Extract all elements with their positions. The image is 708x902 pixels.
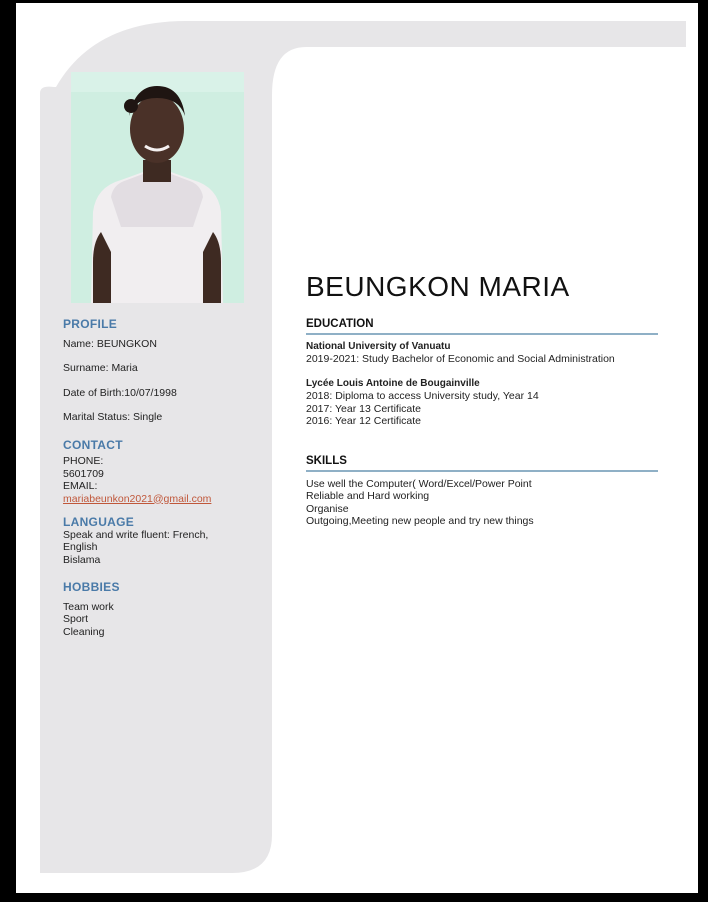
institution-name: Lycée Louis Antoine de Bougainville [306, 377, 480, 389]
phone-label: PHONE: [63, 455, 104, 467]
profile-dob: Date of Birth:10/07/1998 [63, 386, 177, 399]
education-heading: EDUCATION [306, 318, 658, 335]
education-line: 2017: Year 13 Certificate [306, 402, 421, 415]
profile-photo [71, 72, 244, 303]
language-heading: LANGUAGE [63, 515, 135, 529]
resume-page [16, 3, 698, 893]
skills-section [306, 455, 658, 528]
skill-item: Organise [306, 502, 349, 515]
contact-heading: CONTACT [63, 437, 123, 452]
institution-name: National University of Vanuatu [306, 340, 451, 352]
profile-name: Name: BEUNGKON [63, 337, 157, 350]
education-line: 2018: Diploma to access University study, Year 14 [306, 390, 539, 402]
profile-marital: Marital Status: Single [63, 411, 163, 423]
education-section [306, 318, 658, 428]
hobby-item: Cleaning [63, 625, 105, 638]
profile-surname: Surname: Maria [63, 362, 138, 374]
language-line: Speak and write fluent: French, [63, 528, 209, 541]
education-line: 2016: Year 12 Certificate [306, 415, 421, 427]
profile-heading: PROFILE [63, 317, 118, 331]
hobbies-heading: HOBBIES [63, 580, 120, 594]
language-line: Bislama [63, 553, 101, 566]
language-line: English [63, 541, 98, 553]
email-link[interactable]: mariabeunkon2021@gmail.com [63, 492, 212, 505]
hobby-item: Team work [63, 600, 114, 613]
email-label: EMAIL: [63, 480, 98, 492]
skill-item: Outgoing,Meeting new people and try new things [306, 515, 534, 527]
education-line: 2019-2021: Study Bachelor of Economic and Social Administration [306, 353, 615, 365]
hobby-item: Sport [63, 613, 89, 625]
full-name: BEUNGKON MARIA [306, 271, 570, 302]
skill-item: Reliable and Hard working [306, 490, 430, 502]
skills-heading: SKILLS [306, 455, 658, 472]
sidebar [63, 318, 263, 638]
skill-item: Use well the Computer( Word/Excel/Power Point [306, 477, 532, 490]
phone-value: 5601709 [63, 467, 104, 480]
